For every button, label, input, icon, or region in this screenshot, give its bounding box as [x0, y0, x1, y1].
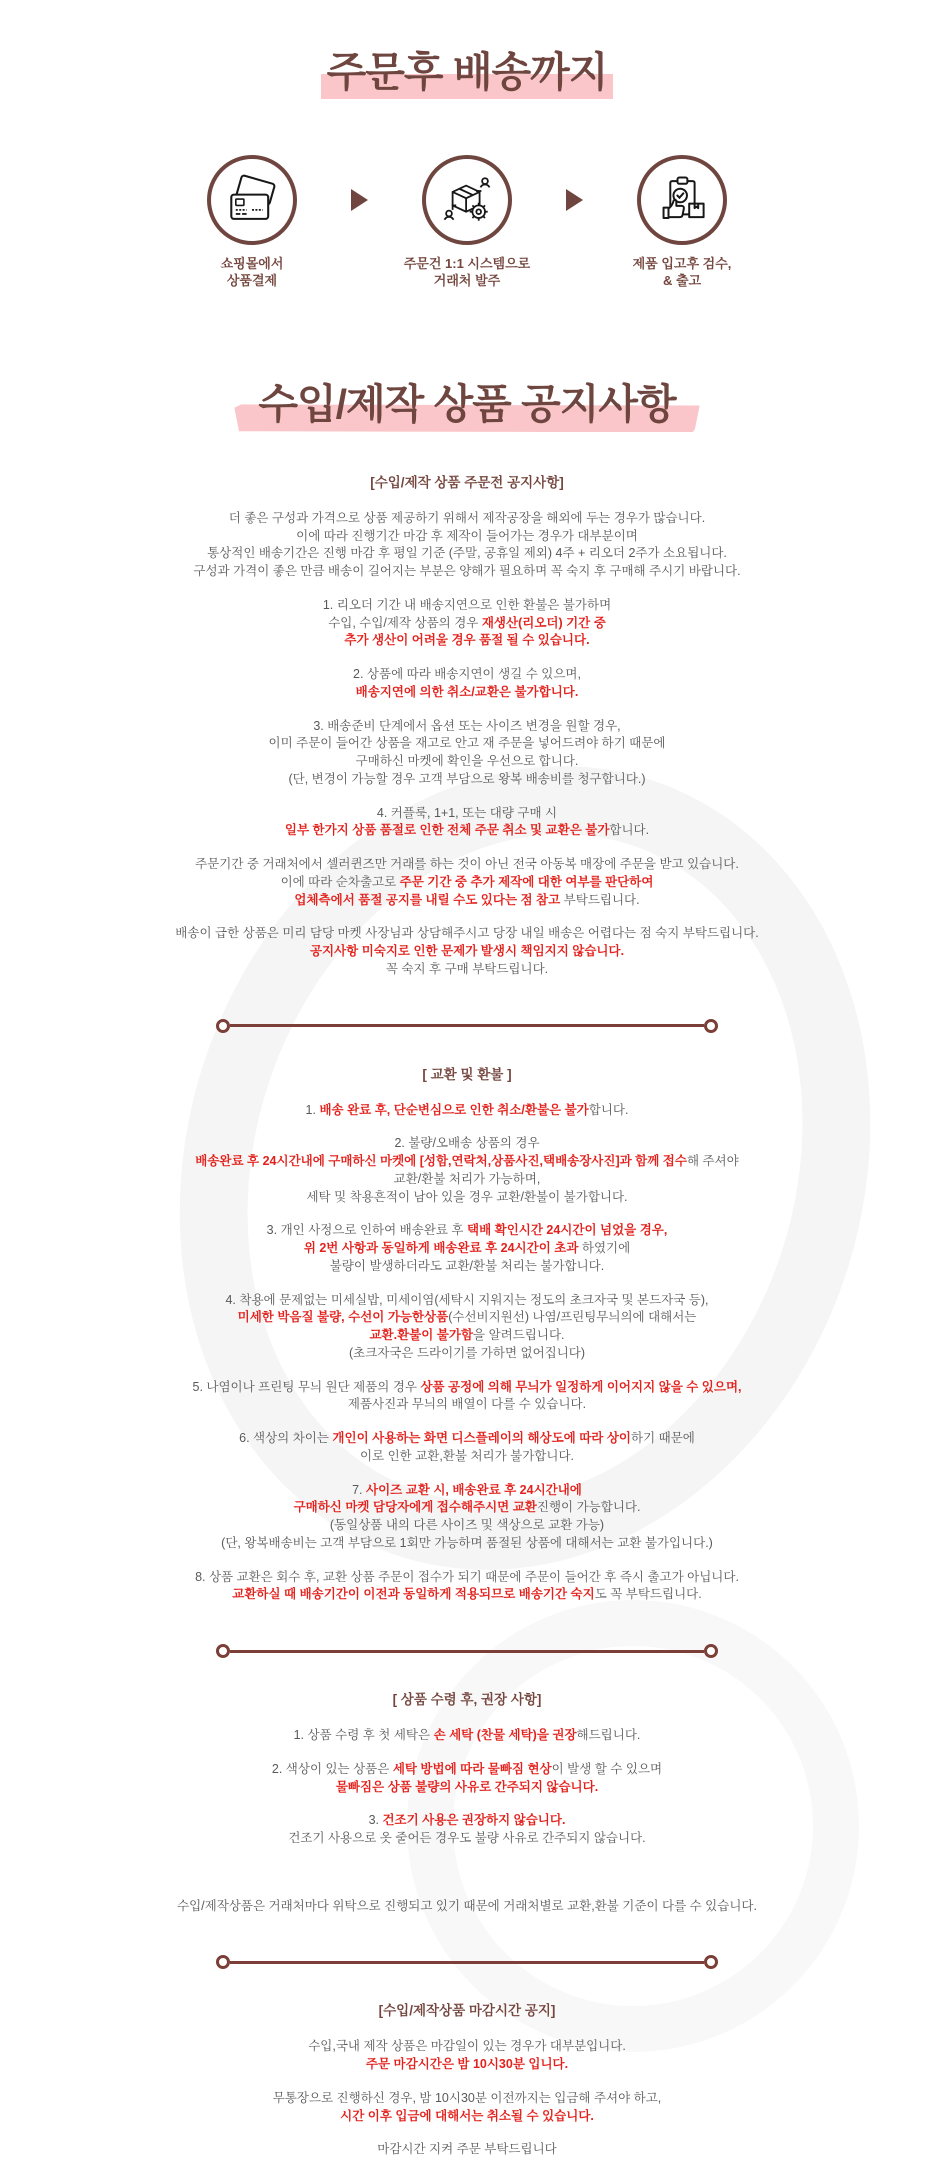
notice-text-emphasis: 배송완료 후 24시간내에 구매하신 마켓에 [성함,연락처,상품사진,택배송장사진]과 함께 접수: [195, 1154, 687, 1169]
notice-text-emphasis: 시간 이후 입금에 대해서는 취소될 수 있습니다.: [340, 2108, 594, 2123]
notice-paragraph: [131, 1898, 803, 1916]
process-step-inspection: [589, 155, 775, 290]
section-body: [131, 2038, 803, 2159]
divider-ring-icon: [216, 1955, 230, 1969]
notice-line: [131, 2108, 803, 2126]
notice-line: [131, 2056, 803, 2074]
notice-paragraph: [131, 1379, 803, 1415]
notice-line: [131, 1864, 803, 1882]
step-label-line: 상품결제: [226, 272, 278, 288]
notice-title-text: 수입/제작 상품 공지사항: [258, 380, 676, 427]
section-divider: [216, 1644, 718, 1658]
notice-paragraph: [131, 1222, 803, 1275]
notice-text-emphasis: 업체측에서 품절 공지를 내릴 수도 있다는 점 참고: [294, 892, 561, 907]
notice-line: [131, 1448, 803, 1466]
section-heading: [ 상품 수령 후, 권장 사항]: [392, 1692, 542, 1708]
notice-line: [131, 1499, 803, 1517]
inspection-step-circle: [637, 155, 727, 245]
divider-ring-icon: [704, 1955, 718, 1969]
notice-paragraph: [131, 666, 803, 702]
notice-line: [131, 1222, 803, 1240]
notice-line: [131, 2038, 803, 2056]
notice-text: 하기 때문에: [631, 1431, 695, 1446]
notice-text-emphasis: 추가 생산이 어려울 경우 품절 될 수 있습니다.: [344, 633, 590, 648]
notice-text-emphasis: 물빠짐은 상품 불량의 사유로 간주되지 않습니다.: [335, 1779, 599, 1794]
notice-line: [131, 1292, 803, 1310]
divider-rule: [230, 1024, 704, 1027]
section-heading: [ 교환 및 환불 ]: [422, 1066, 512, 1082]
notice-line: [131, 2090, 803, 2108]
notice-line: [131, 684, 803, 702]
notice-text: 수입, 수입/제작 상품의 경우: [328, 615, 482, 630]
notice-line: [131, 1396, 803, 1414]
order-step-label: [404, 256, 530, 290]
notice-line: [131, 892, 803, 910]
notice-line: [131, 718, 803, 736]
notice-line: [131, 632, 803, 650]
process-step-order-system: [374, 155, 560, 290]
notice-paragraph: [131, 1135, 803, 1206]
notice-text: (수선비지원선) 나염/프린팅무늬의에 대해서는: [448, 1310, 697, 1325]
notice-paragraph: [131, 597, 803, 650]
notice-text: 수입/제작상품은 거래처마다 위탁으로 진행되고 있기 때문에 거래처별로 교환,환불 기준이 다를 수 있습니다.: [177, 1898, 757, 1913]
divider-ring-icon: [704, 1644, 718, 1658]
notice-text-emphasis: 교환.환불이 불가함: [369, 1328, 474, 1343]
notice-text-emphasis: 배송 완료 후, 단순변심으로 인한 취소/환불은 불가: [319, 1102, 589, 1117]
notice-text: 통상적인 배송기간은 진행 마감 후 평일 기준 (주말, 공휴일 제외) 4주 + 리오더 2주가 소요됩니다.: [207, 546, 727, 561]
notice-text: 건조기 사용으로 옷 줄어든 경우도 불량 사유로 간주되지 않습니다.: [288, 1831, 646, 1846]
notice-text-emphasis: 공지사항 미숙지로 인한 문제가 발생시 책임지지 않습니다.: [309, 944, 625, 959]
notice-text: 4. 커플룩, 1+1, 또는 대량 구매 시: [376, 805, 558, 820]
order-step-circle: [422, 155, 512, 245]
notice-text: 배송이 급한 상품은 미리 담당 마켓 사장님과 상담해주시고 당장 내일 배송은 어렵다는 점 숙지 부탁드립니다.: [175, 926, 759, 941]
notice-text: 1. 상품 수령 후 첫 세탁은: [293, 1728, 434, 1743]
notice-line: [131, 528, 803, 546]
notice-text: 이에 따라 순차출고로: [280, 874, 400, 889]
notice-text-emphasis: 세탁 방법에 따라 물빠짐 현상: [392, 1761, 552, 1776]
order-process-flow: [117, 155, 817, 290]
payment-step-circle: [207, 155, 297, 245]
notice-text-emphasis: 위 2번 사항과 동일하게 배송완료 후 24시간이 초과: [303, 1241, 579, 1256]
notice-line: [131, 1430, 803, 1448]
notice-line: [131, 1309, 803, 1327]
section-divider: [216, 1019, 718, 1033]
notice-text-emphasis: 재생산(리오더) 기간 중: [481, 615, 606, 630]
notice-paragraph: [131, 1482, 803, 1553]
notice-text: 1.: [305, 1102, 320, 1117]
notice-paragraph: [131, 856, 803, 909]
notice-line: [131, 545, 803, 563]
divider-rule: [230, 1961, 704, 1964]
notice-text: 진행이 가능합니다.: [536, 1500, 641, 1515]
section-after-receive: [131, 1688, 803, 1915]
notice-line: [131, 1345, 803, 1363]
order-system-icon: [440, 173, 494, 227]
notice-text: 수입,국내 제작 상품은 마감일이 있는 경우가 대부분입니다.: [308, 2039, 626, 2054]
notice-line: [131, 1258, 803, 1276]
divider-ring-icon: [216, 1019, 230, 1033]
notice-paragraph: [131, 1761, 803, 1797]
notice-title: [117, 290, 817, 427]
notice-line: [131, 1727, 803, 1745]
notice-text: 해 주셔야: [686, 1154, 739, 1169]
notice-text: 이로 인한 교환,환불 처리가 불가합니다.: [359, 1448, 575, 1463]
notice-paragraph: [131, 2038, 803, 2074]
step-label-line: 쇼핑몰에서: [220, 256, 284, 272]
section-pre-order-notice: [131, 471, 803, 979]
notice-line: [131, 1171, 803, 1189]
notice-paragraph: [131, 805, 803, 841]
section-heading: [수입/제작 상품 주문전 공지사항]: [370, 474, 564, 490]
divider-ring-icon: [216, 1644, 230, 1658]
notice-text-emphasis: 배송지연에 의한 취소/교환은 불가합니다.: [355, 684, 579, 699]
notice-line: [131, 1153, 803, 1171]
notice-text-emphasis: 사이즈 교환 시, 배송완료 후 24시간내에: [366, 1482, 582, 1497]
notice-line: [131, 510, 803, 528]
notice-line: [131, 961, 803, 979]
notice-text-emphasis: 일부 한가지 상품 품절로 인한 전체 주문 취소 및 교환은 불가: [284, 823, 610, 838]
notice-text: 이미 주문이 들어간 상품을 재고로 안고 재 주문을 넣어드려야 하기 때문에: [268, 736, 666, 751]
notice-line: [131, 1240, 803, 1258]
notice-text: (단, 왕복배송비는 고객 부담으로 1회만 가능하며 품절된 상품에 대해서는 교환 불가입니다.): [221, 1535, 713, 1550]
notice-text: 6. 색상의 차이는: [239, 1431, 333, 1446]
notice-text: (동일상품 내의 다른 사이즈 및 색상으로 교환 가능): [329, 1518, 605, 1533]
section-body: [131, 1102, 803, 1605]
notice-text: 4. 착용에 문제없는 미세실밥, 미세이염(세탁시 지워지는 정도의 초크자국 및 본드자국 등),: [225, 1292, 709, 1307]
notice-paragraph: [131, 1292, 803, 1363]
notice-text-emphasis: 주문 마감시간은 밤 10시30분 입니다.: [365, 2057, 569, 2072]
notice-text: 2. 상품에 따라 배송지연이 생길 수 있으며,: [353, 667, 581, 682]
notice-text: 해드립니다.: [576, 1728, 641, 1743]
notice-paragraph: [131, 1430, 803, 1466]
notice-line: [131, 1327, 803, 1345]
notice-text: 세탁 및 착용흔적이 남아 있을 경우 교환/환불이 불가합니다.: [306, 1189, 628, 1204]
notice-text-emphasis: 개인이 사용하는 화면 디스플레이의 해상도에 따라 상이: [332, 1431, 631, 1446]
notice-text: 2. 불량/오배송 상품의 경우: [394, 1136, 540, 1151]
notice-line: [131, 1535, 803, 1553]
divider-rule: [230, 1650, 704, 1653]
notice-text-emphasis: 구매하신 마켓 담당자에게 접수해주시면 교환: [293, 1500, 537, 1515]
notice-text: 합니다.: [609, 823, 650, 838]
section-divider: [216, 1955, 718, 1969]
section-body: [131, 510, 803, 979]
notice-paragraph: [131, 1727, 803, 1745]
notice-text: 제품사진과 무늬의 배열이 다를 수 있습니다.: [347, 1397, 587, 1412]
notice-line: [131, 943, 803, 961]
notice-line: [131, 735, 803, 753]
notice-text-emphasis: 상품 공정에 의해 무늬가 일정하게 이어지지 않을 수 있으며,: [420, 1379, 742, 1394]
notice-paragraph: [131, 1864, 803, 1882]
notice-line: [131, 753, 803, 771]
notice-text: 마감시간 지켜 주문 부탁드립니다: [377, 2142, 557, 2157]
section-body: [131, 1727, 803, 1915]
notice-text-emphasis: 손 세탁 (찬물 세탁)을 권장: [433, 1728, 577, 1743]
arrow-right-icon: [566, 189, 583, 211]
notice-line: [131, 856, 803, 874]
notice-line: [131, 597, 803, 615]
notice-text: 3. 배송준비 단계에서 옵션 또는 사이즈 변경을 원할 경우,: [313, 718, 621, 733]
notice-line: [131, 1569, 803, 1587]
step-label-line: 거래처 발주: [433, 272, 501, 288]
notice-text: 3. 개인 사정으로 인하여 배송완료 후: [266, 1223, 467, 1238]
notice-text: 구성과 가격이 좋은 만큼 배송이 길어지는 부분은 양해가 필요하며 꼭 숙지 후 구매해 주시기 바랍니다.: [193, 564, 741, 579]
notice-line: [131, 666, 803, 684]
arrow-right-icon: [351, 189, 368, 211]
notice-text-emphasis: 교환하실 때 배송기간이 이전과 동일하게 적용되므로 배송기간 숙지: [232, 1587, 595, 1602]
notice-text: 하였기에: [578, 1241, 631, 1256]
notice-text: 8. 상품 교환은 회수 후, 교환 상품 주문이 접수가 되기 때문에 주문이 들어간 후 즉시 출고가 아닙니다.: [195, 1569, 739, 1584]
notice-line: [131, 925, 803, 943]
page-title: [117, 0, 817, 95]
notice-line: [131, 2141, 803, 2159]
notice-line: [131, 1830, 803, 1848]
notice-line: [131, 1189, 803, 1207]
notice-text: 5. 나염이나 프린팅 무늬 원단 제품의 경우: [192, 1379, 421, 1394]
notice-text-emphasis: 미세한 박음질 불량, 수선이 가능한상품: [237, 1310, 449, 1325]
divider-ring-icon: [704, 1019, 718, 1033]
notice-text: 교환/환불 처리가 가능하며,: [393, 1171, 541, 1186]
payment-step-label: [221, 256, 284, 290]
inspection-step-label: [633, 256, 732, 290]
notice-text: 부탁드립니다.: [560, 892, 640, 907]
notice-paragraph: [131, 2141, 803, 2159]
notice-paragraph: [131, 1569, 803, 1605]
notice-text: 이에 따라 진행기간 마감 후 제작이 들어가는 경우가 대부분이며: [296, 528, 638, 543]
notice-line: [131, 1812, 803, 1830]
notice-text: 3.: [368, 1813, 383, 1828]
notice-paragraph: [131, 925, 803, 978]
page-title-text: 주문후 배송까지: [326, 49, 608, 95]
notice-line: [131, 563, 803, 581]
notice-line: [131, 771, 803, 789]
process-step-payment: [159, 155, 345, 290]
shipping-notice-page: [117, 0, 817, 2157]
notice-text: 더 좋은 구성과 가격으로 상품 제공하기 위해서 제작공장을 해외에 두는 경우가 많습니다.: [228, 510, 706, 525]
notice-text: 합니다.: [588, 1102, 629, 1117]
notice-text: 무통장으로 진행하신 경우, 밤 10시30분 이전까지는 입금해 주셔야 하고,: [272, 2090, 662, 2105]
notice-text-emphasis: 건조기 사용은 권장하지 않습니다.: [382, 1813, 566, 1828]
notice-text-emphasis: 주문 기간 중 추가 제작에 대한 여부를 판단하여: [399, 874, 654, 889]
notice-line: [131, 874, 803, 892]
notice-text: 주문기간 중 거래처에서 셀러퀸즈만 거래를 하는 것이 아닌 전국 아동복 매장에 주문을 받고 있습니다.: [195, 857, 739, 872]
notice-paragraph: [131, 1102, 803, 1120]
inspection-icon: [655, 173, 709, 227]
notice-line: [131, 615, 803, 633]
notice-paragraph: [131, 718, 803, 789]
notice-line: [131, 1135, 803, 1153]
step-label-line: 제품 입고후 검수,: [632, 256, 732, 272]
notice-text: (단, 변경이 가능할 경우 고객 부담으로 왕복 배송비를 청구합니다.): [288, 771, 646, 786]
notice-text: (초크자국은 드라이기를 가하면 없어집니다): [348, 1345, 586, 1360]
notice-line: [131, 805, 803, 823]
notice-line: [131, 1379, 803, 1397]
notice-line: [131, 1517, 803, 1535]
notice-text: 1. 리오더 기간 내 배송지연으로 인한 환불은 불가하며: [322, 597, 612, 612]
section-heading: [수입/제작상품 마감시간 공지]: [378, 2003, 556, 2019]
section-exchange-refund: [131, 1063, 803, 1605]
notice-line: [131, 1586, 803, 1604]
notice-line: [131, 1898, 803, 1916]
step-label-line: & 출고: [662, 272, 702, 288]
notice-line: [131, 1761, 803, 1779]
notice-text: 구매하신 마켓에 확인을 우선으로 합니다.: [355, 754, 579, 769]
section-deadline-notice: [131, 1999, 803, 2159]
notice-text: 꼭 숙지 후 구매 부탁드립니다.: [385, 961, 549, 976]
notice-paragraph: [131, 2090, 803, 2126]
notice-line: [131, 1779, 803, 1797]
notice-text: 도 꼭 부탁드립니다.: [594, 1587, 702, 1602]
notice-text: 2. 색상이 있는 상품은: [271, 1761, 393, 1776]
notice-paragraph: [131, 1812, 803, 1848]
notice-text: 불량이 발생하더라도 교환/환불 처리는 불가합니다.: [329, 1258, 605, 1273]
notice-line: [131, 822, 803, 840]
notice-paragraph: [131, 510, 803, 581]
credit-card-icon: [225, 173, 279, 227]
notice-line: [131, 1482, 803, 1500]
notice-line: [131, 1102, 803, 1120]
notice-text: 7.: [352, 1482, 367, 1497]
notice-text: 이 발생 할 수 있으며: [551, 1761, 663, 1776]
notice-text: 을 알려드립니다.: [473, 1328, 565, 1343]
notice-text-emphasis: 택배 확인시간 24시간이 넘었을 경우,: [467, 1223, 668, 1238]
step-label-line: 주문건 1:1 시스템으로: [403, 256, 531, 272]
